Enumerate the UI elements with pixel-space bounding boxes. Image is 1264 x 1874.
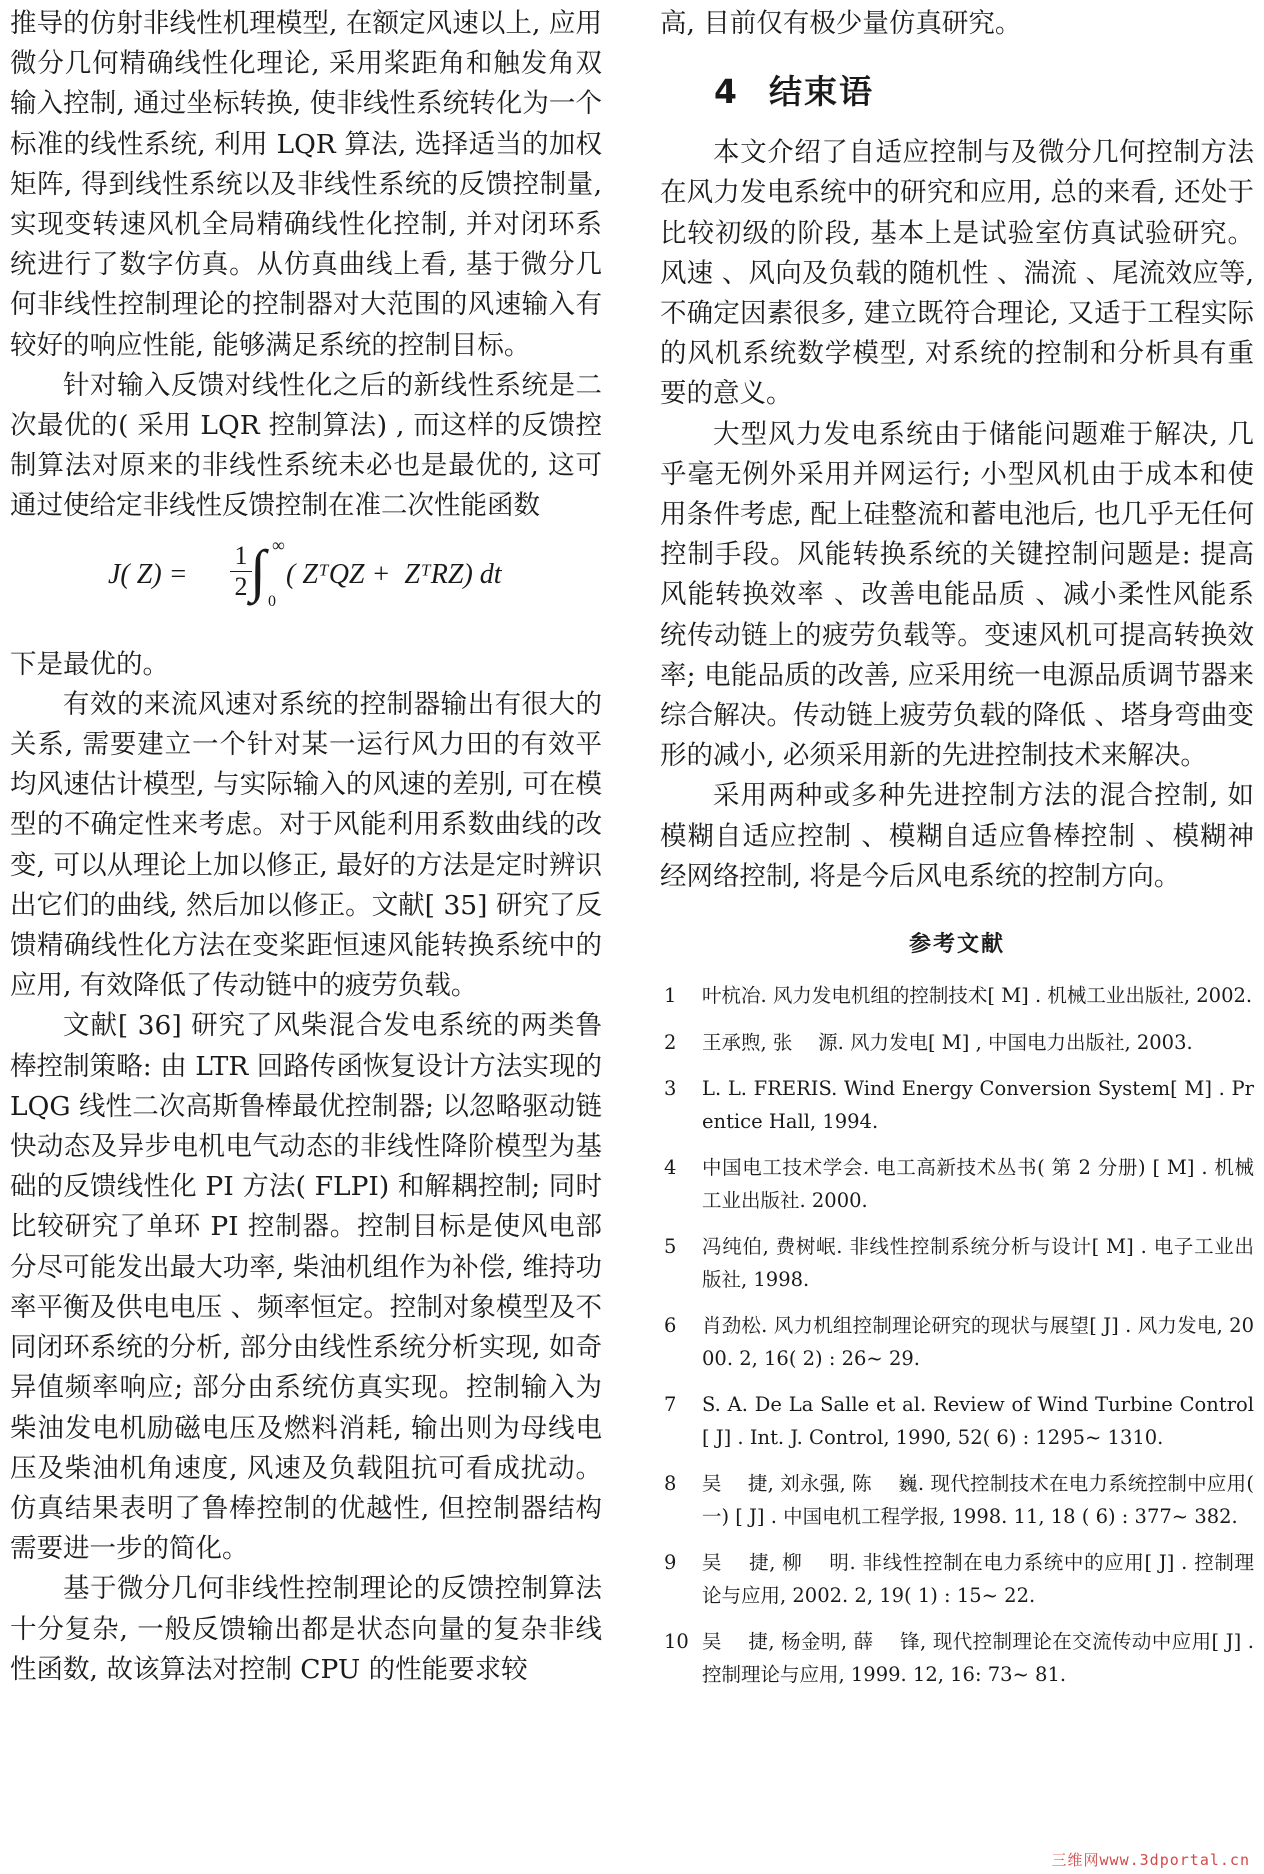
reference-text: 肖劲松. 风力机组控制理论研究的现状与展望[ J] . 风力发电, 2000. 2, 16( 2) : 26~ 29. <box>702 1314 1254 1370</box>
reference-text: 吴 捷, 柳 明. 非线性控制在电力系统中的应用[ J] . 控制理论与应用, 2002. 2, 19( 1) : 15~ 22. <box>702 1551 1254 1607</box>
paragraph: 采用两种或多种先进控制方法的混合控制, 如模糊自适应控制 、模糊自适应鲁棒控制 、模糊神经网络控制, 将是今后风电系统的控制方向。 <box>660 780 1254 892</box>
reference-list <box>660 980 1254 1691</box>
paragraph: 基于微分几何非线性控制理论的反馈控制算法十分复杂, 一般反馈输出都是状态向量的复杂非线性函数, 故该算法对控制 CPU 的性能要求较 <box>10 1573 602 1685</box>
reference-number: 10 <box>664 1630 689 1654</box>
references-title: 参考文献 <box>908 932 1005 958</box>
fraction-numerator: 1 <box>230 541 252 572</box>
reference-number: 7 <box>664 1393 677 1417</box>
reference-item <box>660 1626 1254 1691</box>
paragraph: 有效的来流风速对系统的控制器输出有很大的关系, 需要建立一个针对某一运行风力田的有效平均风速估计模型, 与实际输入的风速的差别, 可在模型的不确定性来考虑。对于风能利用系数曲线的改变, 可以从理论上加以修正, 最好的方法是定时辨识出它们的曲线, 然后加以修正。文献[ 35] 研究了反馈精确线性化方法在变桨距恒速风能转换系统中的应用, 有效降低了传动链中的疲劳负载。 <box>10 688 602 1002</box>
reference-item <box>660 1231 1254 1296</box>
integral-sign-icon: ∫ <box>250 537 266 603</box>
paragraph: 文献[ 36] 研究了风柴混合发电系统的两类鲁棒控制策略: 由 LTR 回路传函恢复设计方法实现的 LQG 线性二次高斯鲁棒最优控制器; 以忽略驱动链快动态及异步电机电气动态的非线性降阶模型为基础的反馈线性化 PI 方法( FLPI) 和解耦控制; 同时比较研究了单环 PI 控制器。控制目标是使风电部分尽可能发出最大功率, 柴油机组作为补偿, 维持功率平衡及供电电压 、频率恒定。控制对象模型及不同闭环系统的分析, 部分由线性系统分析实现, 如奇异值频率响应; 部分由系统仿真实现。控制输入为柴油发电机励磁电压及燃料消耗, 输出则为母线电压及柴油机角速度, 风速及负载阻抗可看成扰动。仿真结果表明了鲁棒控制的优越性, 但控制器结构需要进一步的简化。 <box>10 1010 602 1565</box>
right-column <box>660 4 1254 1705</box>
reference-text: 叶杭冶. 风力发电机组的控制技术[ M] . 机械工业出版社, 2002. <box>702 984 1253 1008</box>
paragraph: 大型风力发电系统由于储能问题难于解决, 几乎毫无例外采用并网运行; 小型风机由于成本和使用条件考虑, 配上硅整流和蓄电池后, 也几乎无任何控制手段。风能转换系统的关键控制问题是: 提高风能转换效率 、改善电能品质 、减小柔性风能系统传动链上的疲劳负载等。变速风机可提高转换效率; 电能品质的改善, 应采用统一电源品质调节器来综合解决。传动链上疲劳负载的降低 、塔身弯曲变形的减小, 必须采用新的先进控制技术来解决。 <box>660 418 1254 772</box>
reference-item <box>660 1310 1254 1375</box>
reference-item <box>660 1547 1254 1612</box>
equation-integrand: ( ZᵀQZ + ZᵀRZ) dt <box>286 558 502 590</box>
reference-number: 4 <box>664 1156 677 1180</box>
reference-text: 中国电工技术学会. 电工高新技术丛书( 第 2 分册) [ M] . 机械工业出版社. 2000. <box>702 1156 1254 1212</box>
reference-item <box>660 980 1254 1013</box>
left-column <box>10 4 602 1690</box>
section-title: 结束语 <box>768 72 874 112</box>
reference-number: 9 <box>664 1551 677 1575</box>
equation-fraction <box>230 541 252 602</box>
reference-item <box>660 1389 1254 1454</box>
reference-item <box>660 1468 1254 1533</box>
reference-item <box>660 1073 1254 1138</box>
paragraph: 推导的仿射非线性机理模型, 在额定风速以上, 应用微分几何精确线性化理论, 采用桨距角和触发角双输入控制, 通过坐标转换, 使非线性系统转化为一个标准的线性系统, 利用 LQR 算法, 选择适当的加权矩阵, 得到线性系统以及非线性系统的反馈控制量, 实现变转速风机全局精确线性化控制, 并对闭环系统进行了数字仿真。从仿真曲线上看, 基于微分几何非线性控制理论的控制器对大范围的风速输入有较好的响应性能, 能够满足系统的控制目标。 <box>10 8 602 361</box>
integral-lower-limit: 0 <box>268 592 276 610</box>
reference-number: 6 <box>664 1314 677 1338</box>
reference-number: 1 <box>664 984 677 1008</box>
integral-upper-limit: ∞ <box>272 534 285 555</box>
reference-text: 王承煦, 张 源. 风力发电[ M] , 中国电力出版社, 2003. <box>702 1030 1193 1054</box>
reference-number: 5 <box>664 1235 677 1259</box>
paragraph: 针对输入反馈对线性化之后的新线性系统是二次最优的( 采用 LQR 控制算法) , 而这样的反馈控制算法对原来的非线性系统未必也是最优的, 这可通过使给定非线性反馈控制在准二次性能函数 <box>10 369 602 522</box>
paragraph: 高, 目前仅有极少量仿真研究。 <box>660 8 1022 39</box>
section-number: 4 <box>714 72 739 112</box>
paragraph: 下是最优的。 <box>10 648 169 680</box>
equation-lhs: J( Z) = <box>108 558 188 590</box>
reference-text: 冯纯伯, 费树岷. 非线性控制系统分析与设计[ M] . 电子工业出版社, 1998. <box>702 1235 1254 1291</box>
reference-text: S. A. De La Salle et al. Review of Wind Turbine Control [ J] . Int. J. Control, 1990, 52( 6) : 1295~ 1310. <box>702 1393 1254 1449</box>
reference-number: 3 <box>664 1077 677 1101</box>
reference-text: L. L. FRERIS. Wind Energy Conversion System[ M] . Prentice Hall, 1994. <box>702 1077 1254 1133</box>
reference-number: 8 <box>664 1472 677 1496</box>
equation-j-z <box>10 527 602 645</box>
section-heading <box>660 66 1254 113</box>
fraction-denominator: 2 <box>234 571 248 601</box>
reference-item <box>660 1027 1254 1060</box>
reference-item <box>660 1152 1254 1217</box>
reference-text: 吴 捷, 杨金明, 薛 锋, 现代控制理论在交流传动中应用[ J] . 控制理论与应用, 1999. 12, 16: 73~ 81. <box>702 1630 1254 1686</box>
reference-text: 吴 捷, 刘永强, 陈 巍. 现代控制技术在电力系统控制中应用( 一) [ J] . 中国电机工程学报, 1998. 11, 18 ( 6) : 377~ 382. <box>702 1472 1254 1528</box>
watermark: 三维网www.3dportal.cn <box>1051 1851 1250 1869</box>
reference-number: 2 <box>664 1030 677 1054</box>
paragraph: 本文介绍了自适应控制与及微分几何控制方法在风力发电系统中的研究和应用, 总的来看, 还处于比较初级的阶段, 基本上是试验室仿真试验研究。风速 、风向及负载的随机性 、湍流 、尾流效应等, 不确定因素很多, 建立既符合理论, 又适于工程实际的风机系统数学模型, 对系统的控制和分析具有重要的意义。 <box>660 137 1254 410</box>
